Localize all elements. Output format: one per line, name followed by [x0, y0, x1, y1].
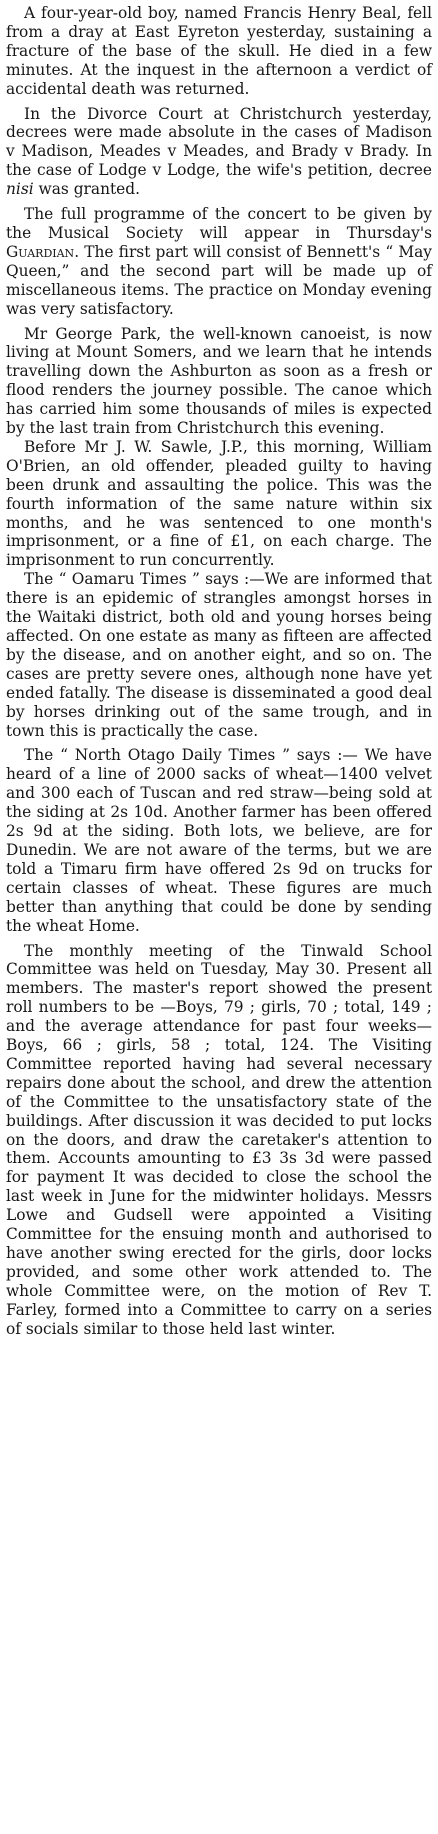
- paragraph-tinwald-school: [6, 942, 432, 1339]
- paragraph-text: The full programme of the concert to be given by the Musical Society will appear in Thursday's: [6, 205, 432, 242]
- paragraph-north-otago: [6, 746, 432, 935]
- paragraph-boy-accident: [6, 4, 432, 99]
- newspaper-name: Guardian: [6, 242, 75, 261]
- paragraph-text: A four-year-old boy, named Francis Henry Beal, fell from a dray at East Eyreton yesterday, sustaining a fracture of the base of the skull. He died in a few minutes. At the inquest in the afternoon a verdict of accidental death was returned.: [6, 4, 432, 98]
- paragraph-text: In the Divorce Court at Christchurch yesterday, decrees were made absolute in the cases of Madison v Madison, Meades v Meades, and Brady v Brady. In the case of Lodge v Lodge, the wife's petition, decree: [6, 104, 432, 180]
- paragraph-divorce-court: [6, 105, 432, 200]
- paragraph-court-obrien: [6, 438, 432, 570]
- paragraph-concert: [6, 205, 432, 318]
- italic-word: nisi: [6, 180, 34, 199]
- paragraph-text-end: was granted.: [33, 180, 141, 199]
- paragraph-canoeist: [6, 325, 432, 438]
- paragraph-oamaru-times: [6, 570, 432, 740]
- paragraph-text-end: . The first part will consist of Bennett's “ May Queen,” and the second part will be made up of miscellaneous items. The practice on Monday evening was very satisfactory.: [6, 242, 432, 318]
- paragraph-text: The monthly meeting of the Tinwald School Committee was held on Tuesday, May 30. Present all members. The master's report showed the present roll numbers to be —Boys, 79 ; girls, 70 ; total, 149 ; and the average attendance for past four weeks— Boys, 66 ; girls, 58 ; total, 124. The Visiting Committee reported having had several necessary repairs done about the school, and drew the attention of the Committee to the unsatisfactory state of the buildings. After discussion it was decided to put locks on the doors, and draw the caretaker's attention to them. Accounts amounting to £3 3s 3d were passed for payment It was decided to close the school the last week in June for the midwinter holidays. Messrs Lowe and Gudsell were appointed a Visiting Committee for the ensuing month and authorised to have another swing erected for the girls, door locks provided, and some other work attended to. The whole Committee were, on the motion of Rev T. Farley, formed into a Committee to carry on a series of socials similar to those held last winter.: [6, 941, 432, 1338]
- paragraph-text: Mr George Park, the well-known canoeist, is now living at Mount Somers, and we learn that he intends travelling down the Ashburton as soon as a fresh or flood renders the journey possible. The canoe which has carried him some thousands of miles is expected by the last train from Christchurch this evening.: [6, 324, 432, 438]
- paragraph-text: The “ North Otago Daily Times ” says :— We have heard of a line of 2000 sacks of wheat—1400 velvet and 300 each of Tuscan and red straw—being sold at the siding at 2s 10d. Another farmer has been offered 2s 9d at the siding. Both lots, we believe, are for Dunedin. We are not aware of the terms, but we are told a Timaru firm have offered 2s 9d on trucks for certain classes of wheat. These figures are much better than anything that could be done by sending the wheat Home.: [6, 746, 432, 935]
- paragraph-text: Before Mr J. W. Sawle, J.P., this morning, William O'Brien, an old offender, pleaded guilty to having been drunk and assaulting the police. This was the fourth information of the same nature within six months, and he was sentenced to one month's imprisonment, or a fine of £1, on each charge. The imprisonment to run concurrently.: [6, 437, 432, 570]
- paragraph-text: The “ Oamaru Times ” says :—We are informed that there is an epidemic of strangles amongst horses in the Waitaki district, both old and young horses being affected. On one estate as many as fifteen are affected by the disease, and on another eight, and so on. The cases are pretty severe ones, although none have yet ended fatally. The disease is disseminated a good deal by horses drinking out of the same trough, and in town this is practically the case.: [6, 570, 432, 740]
